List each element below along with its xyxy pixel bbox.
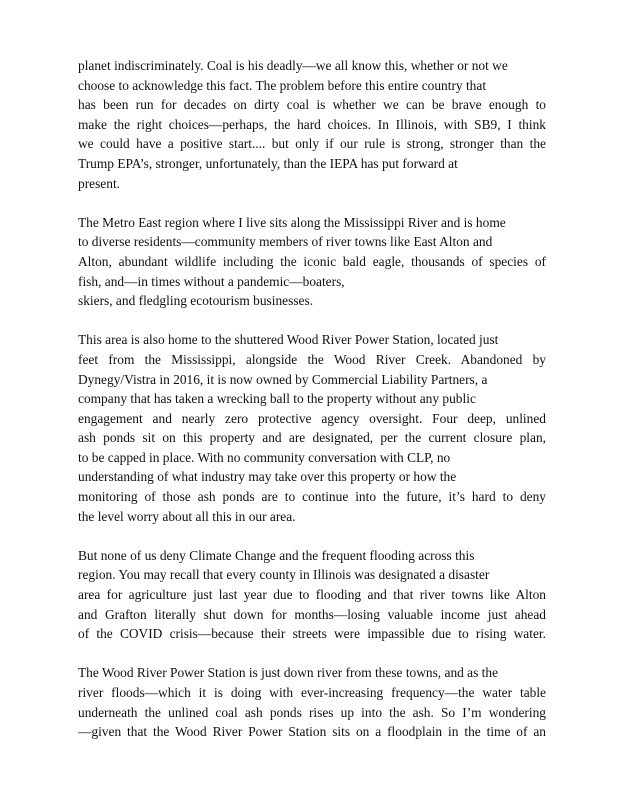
text-line: engagement and nearly zero protective agency oversight. Four deep, unlined — [78, 410, 546, 426]
text-line: make the right choices—perhaps, the hard choices. In Illinois, with SB9, I think — [78, 116, 546, 132]
paragraph — [78, 330, 546, 526]
text-line: fish, and—in times without a pandemic—boaters, — [78, 273, 345, 289]
text-line: This area is also home to the shuttered Wood River Power Station, located just — [78, 332, 499, 348]
text-line: —given that the Wood River Power Station sits on a floodplain in the time of an — [78, 724, 546, 740]
paragraph — [78, 546, 546, 644]
text-line: has been run for decades on dirty coal is whether we can be brave enough to — [78, 97, 546, 113]
text-line: The Wood River Power Station is just down river from these towns, and as the — [78, 665, 499, 681]
text-line: present. — [78, 175, 121, 191]
text-line: The Metro East region where I live sits along the Mississippi River and is home — [78, 214, 506, 230]
text-line: understanding of what industry may take over this property or how the — [78, 469, 457, 485]
document-body — [78, 56, 546, 761]
text-line: to diverse residents—community members of river towns like East Alton and — [78, 234, 493, 250]
text-line: river floods—which it is doing with ever-increasing frequency—the water table — [78, 685, 546, 700]
paragraph — [78, 56, 546, 193]
paragraph — [78, 213, 546, 311]
text-line: Alton, abundant wildlife including the iconic bald eagle, thousands of species of — [78, 253, 546, 269]
paragraph — [78, 663, 546, 741]
text-line: monitoring of those ash ponds are to continue into the future, it’s hard to deny — [78, 489, 546, 505]
text-line: to be capped in place. With no community conversation with CLP, no — [78, 449, 451, 465]
text-line: Dynegy/Vistra in 2016, it is now owned by Commercial Liability Partners, a — [78, 371, 488, 387]
text-line: feet from the Mississippi, alongside the Wood River Creek. Abandoned by — [78, 351, 546, 367]
text-line: planet indiscriminately. Coal is his deadly—we all know this, whether or not we — [78, 58, 508, 73]
text-line: Trump EPA’s, stronger, unfortunately, than the IEPA has put forward at — [78, 155, 458, 171]
text-line: underneath the unlined coal ash ponds rises up into the ash. So I’m wondering — [78, 704, 546, 720]
text-line: company that has taken a wrecking ball to the property without any public — [78, 391, 476, 407]
text-line: and Grafton literally shut down for months—losing valuable income just ahead — [78, 606, 546, 622]
text-line: skiers, and fledgling ecotourism businesses. — [78, 293, 314, 309]
text-line: we could have a positive start.... but only if our rule is strong, stronger than the — [78, 136, 546, 152]
text-line: of the COVID crisis—because their streets were impassible due to rising water. — [78, 626, 546, 642]
text-line: area for agriculture just last year due to flooding and that river towns like Alton — [78, 587, 546, 603]
text-line: But none of us deny Climate Change and the frequent flooding across this — [78, 547, 475, 563]
text-line: the level worry about all this in our area. — [78, 508, 296, 524]
text-line: choose to acknowledge this fact. The problem before this entire country that — [78, 77, 487, 93]
text-line: region. You may recall that every county in Illinois was designated a disaster — [78, 567, 490, 583]
text-line: ash ponds sit on this property and are designated, per the current closure plan, — [78, 430, 546, 446]
